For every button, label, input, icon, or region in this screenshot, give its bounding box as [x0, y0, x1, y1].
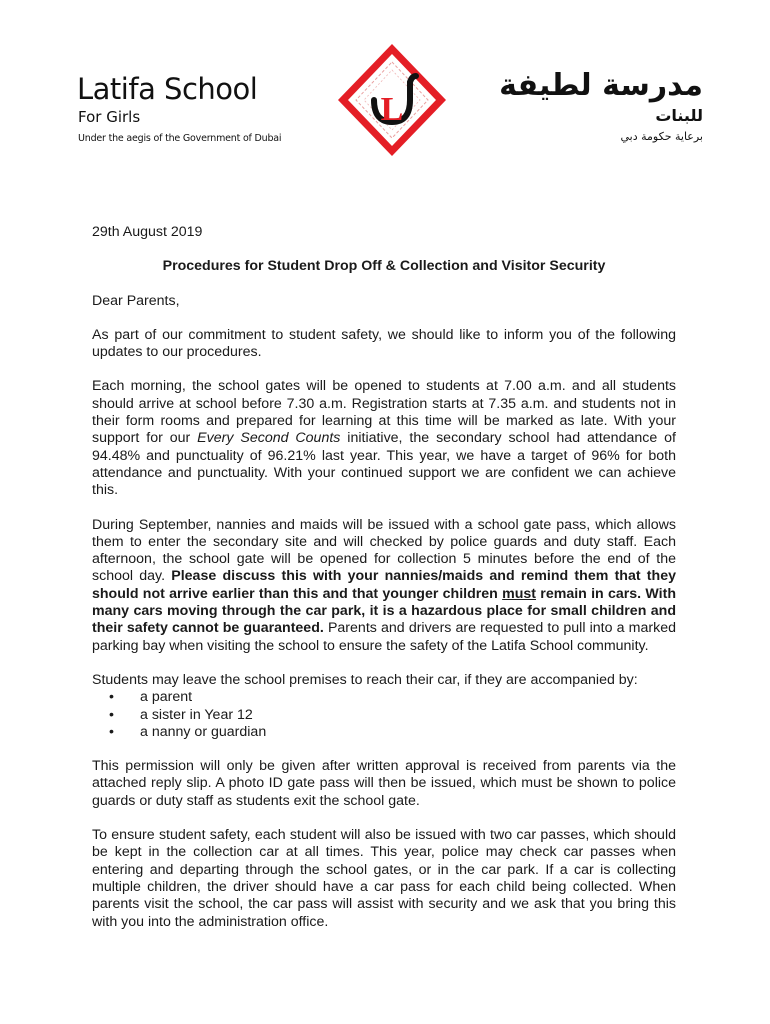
text-run: Each morning, the school gates will be opened to students at 7.00 a.m. and all students should arrive at school before 7.30 a.m. Registration starts at 7.35 a.m. and students not in their form rooms and prepared for learning at this time will be marked as late. With your support for our	[92, 378, 676, 447]
letter-date: 29th August 2019	[92, 224, 203, 240]
emphasis-must: must	[502, 585, 537, 602]
paragraph-accompanied: Students may leave the school premises to reach their car, if they are accompanied by:	[92, 671, 638, 688]
list-item-text: a sister in Year 12	[140, 706, 253, 723]
paragraph-morning-arrival	[92, 378, 676, 499]
text-run: Parents and drivers are requested to pull into a marked parking bay when visiting the school to ensure the safety of the Latifa School community.	[92, 620, 676, 654]
school-name-arabic: مدرسة لطيفة	[499, 68, 703, 103]
text-run: initiative, the secondary school had attendance of 94.48% and punctuality of 96.21% last year. This year, we have a target of 96% for both attendance and punctuality. With your continued support we are confident we can achieve this.	[92, 430, 676, 499]
school-name-english: Latifa School	[77, 72, 258, 106]
school-crest-icon	[336, 42, 448, 158]
list-item-text: a nanny or guardian	[140, 723, 267, 740]
paragraph-intro: As part of our commitment to student safety, we should like to inform you of the following updates to our procedures.	[92, 326, 676, 361]
school-subtitle-english: For Girls	[78, 108, 141, 126]
crest-letter: L	[380, 91, 404, 128]
aegis-line-english: Under the aegis of the Government of Dubai	[78, 133, 282, 144]
list-item	[92, 707, 676, 724]
bullet-icon: •	[109, 689, 114, 706]
bold-warning-cont: remain in cars. With many cars moving through the car park, it is a hazardous place for small children and their safety cannot be guaranteed.	[92, 585, 676, 637]
paragraph-car-passes: To ensure student safety, each student will also be issued with two car passes, which should be kept in the collection car at all times. This year, police may check car passes when entering and departing through the school gates, or in the car park. If a car is collecting multiple children, the driver should have a car pass for each child being collected. When parents visit the school, the car pass will assist with security and we ask that you bring this with you into the administration office.	[92, 827, 676, 930]
list-item	[92, 689, 676, 706]
list-item-text: a parent	[140, 689, 193, 706]
bullet-icon: •	[109, 706, 114, 723]
salutation: Dear Parents,	[92, 292, 180, 309]
letter-subject: Procedures for Student Drop Off & Collection and Visitor Security	[162, 258, 606, 275]
paragraph-permission: This permission will only be given after written approval is received from parents via the attached reply slip. A photo ID gate pass will then be issued, which must be shown to police guards or duty staff as students exit the school gate.	[92, 758, 676, 809]
aegis-line-arabic: برعاية حكومة دبي	[620, 130, 703, 143]
bold-warning: Please discuss this with your nannies/maids and remind them that they should not arrive earlier than this and that younger children	[92, 568, 676, 602]
list-item	[92, 724, 676, 741]
school-subtitle-arabic: للبنات	[655, 106, 703, 125]
initiative-name: Every Second Counts	[197, 430, 341, 447]
letter-body	[92, 224, 676, 948]
text-run: During September, nannies and maids will be issued with a school gate pass, which allows them to enter the secondary site and will checked by police guards and duty staff. Each afternoon, the school gate will be opened for collection 5 minutes before the end of the school day.	[92, 516, 676, 585]
paragraph-nannies-collection	[92, 517, 676, 655]
accompaniment-list	[92, 689, 676, 741]
bullet-icon: •	[109, 723, 114, 740]
